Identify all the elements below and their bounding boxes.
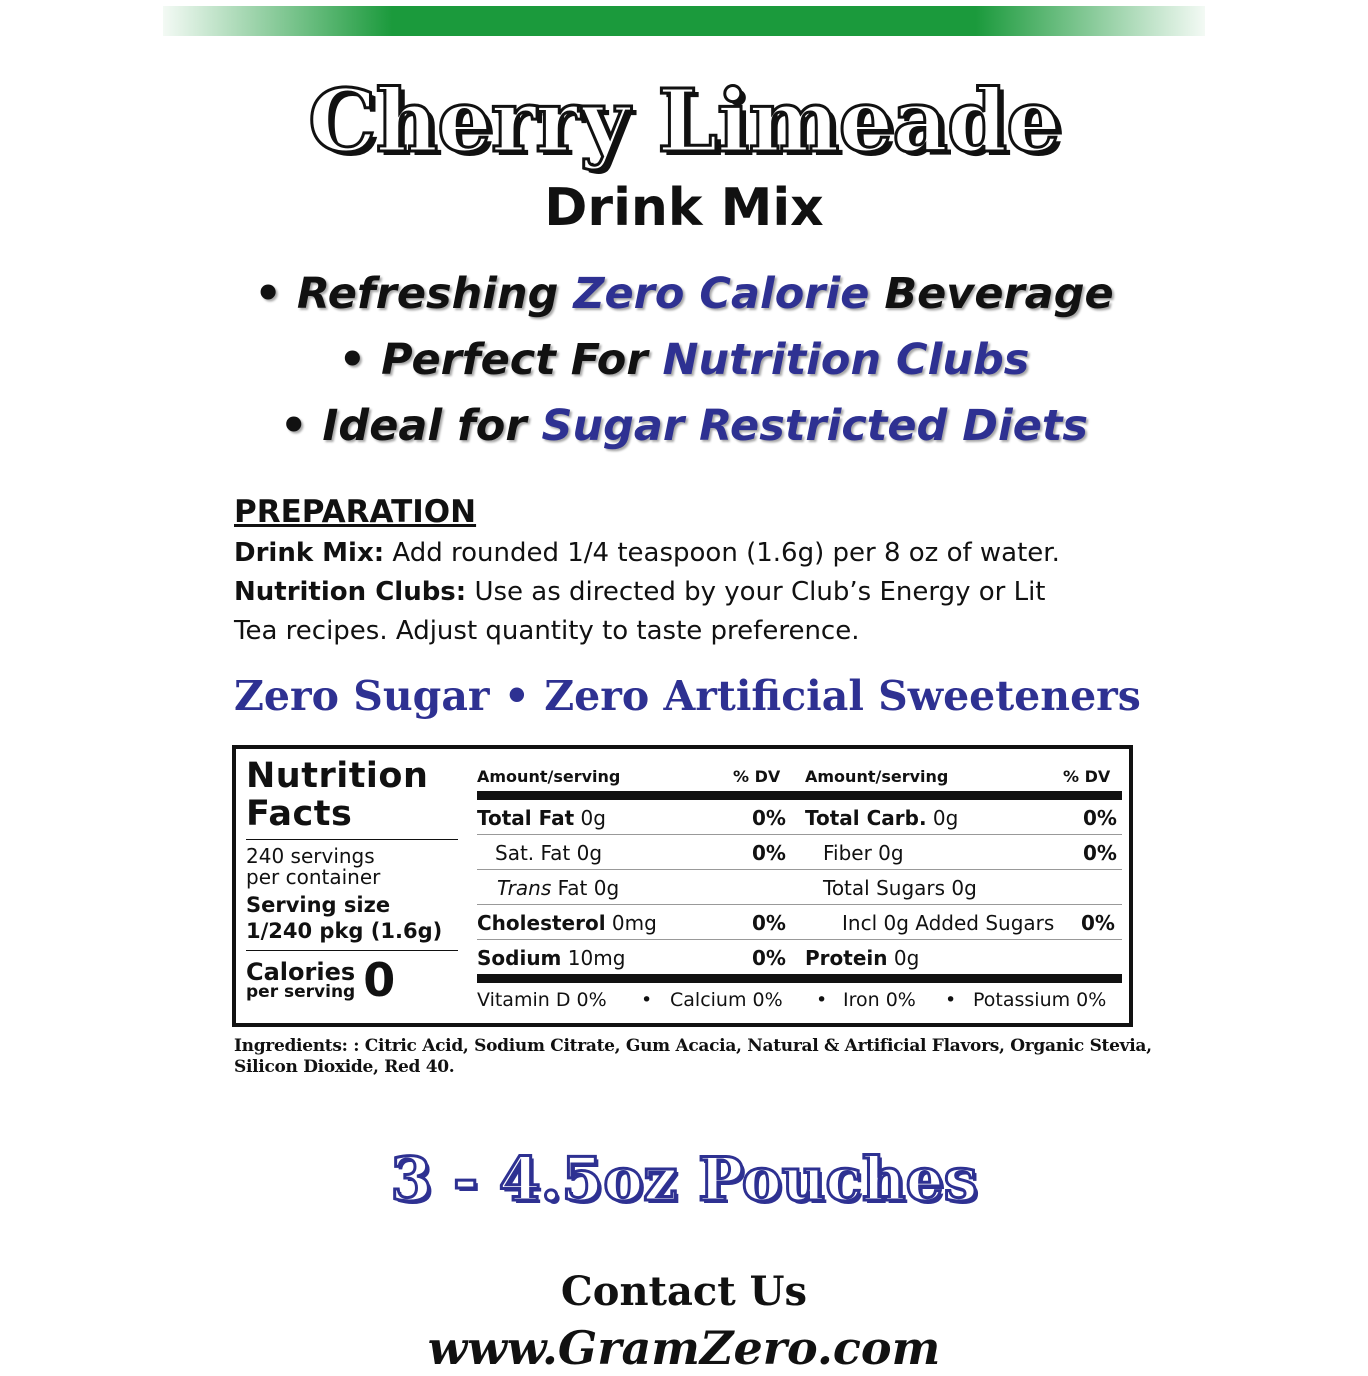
table-header	[477, 757, 1122, 800]
preparation-line	[234, 533, 1144, 573]
preparation-heading: PREPARATION	[234, 494, 477, 530]
nutrient-name: Protein	[805, 946, 888, 970]
calories-subtitle: per serving	[246, 981, 356, 1002]
bullet-text: Refreshing	[296, 269, 574, 319]
vitamins-row	[477, 983, 1122, 1013]
preparation-text: Use as directed by your Club’s Energy or Lit	[466, 577, 1046, 607]
nutrient-name: Cholesterol	[477, 911, 606, 935]
header-dv-2: % DV	[1063, 767, 1111, 786]
nutrient-dv: 0%	[752, 806, 786, 830]
servings-per-container-2: per container	[246, 865, 381, 889]
nutrient-name: Total Fat	[477, 806, 575, 830]
nutrient-amount: 0g	[574, 806, 606, 830]
nutrition-facts-table	[477, 757, 1122, 1013]
bullet-highlight: Nutrition Clubs	[662, 335, 1030, 385]
nutrient-amount: Fat 0g	[551, 876, 620, 900]
header-amount: Amount/serving	[477, 767, 621, 786]
bullet-text: Ideal for	[322, 401, 542, 451]
nutrient-dv: 0%	[752, 841, 786, 865]
nutrient-name: Sodium	[477, 946, 562, 970]
header-amount-2: Amount/serving	[805, 767, 949, 786]
nutrient-amount: Total Sugars 0g	[823, 876, 977, 900]
bullet-dot: •	[279, 401, 308, 451]
nutrient-dv: 0%	[1083, 841, 1117, 865]
nutrient-amount: 0mg	[605, 911, 657, 935]
nutrition-facts-title-2: Facts	[246, 794, 353, 834]
table-row	[477, 800, 1122, 835]
contact-heading: Contact Us	[560, 1268, 808, 1315]
bullet-dot: •	[338, 335, 367, 385]
top-green-bar	[163, 6, 1205, 36]
preparation-label: Nutrition Clubs:	[234, 577, 467, 607]
header-dv: % DV	[733, 767, 781, 786]
nutrient-amount: 0g	[926, 806, 959, 830]
product-title: Cherry Limeade	[308, 71, 1060, 172]
ingredients-line-1: Ingredients: : Citric Acid, Sodium Citrate, Gum Acacia, Natural & Artificial Flavors, Organic Stevia,	[234, 1036, 1152, 1056]
table-row	[477, 905, 1122, 940]
separator-dot: •	[945, 989, 957, 1011]
separator-dot: •	[816, 989, 828, 1011]
servings-per-container: 240 servings	[246, 844, 375, 868]
calories-row	[246, 953, 458, 1007]
calories-label: Calories	[246, 957, 356, 986]
bullet-highlight: Sugar Restricted Diets	[541, 401, 1089, 451]
preparation-text: Add rounded 1/4 teaspoon (1.6g) per 8 oz of water.	[384, 538, 1060, 568]
vitamin-d: Vitamin D 0%	[477, 989, 607, 1011]
serving-size-label: Serving size	[246, 893, 391, 917]
preparation-line	[234, 572, 1144, 612]
nutrient-dv: 0%	[1083, 806, 1117, 830]
nutrient-dv: 0%	[752, 946, 786, 970]
table-row	[477, 835, 1122, 870]
nutrition-facts-title-1: Nutrition	[246, 756, 429, 796]
serving-size-value: 1/240 pkg (1.6g)	[246, 919, 443, 943]
iron: Iron 0%	[843, 989, 916, 1011]
nutrient-dv: 0%	[752, 911, 786, 935]
nutrition-facts-panel	[232, 745, 1133, 1027]
preparation-text: Tea recipes. Adjust quantity to taste preference.	[234, 616, 860, 646]
bullet-sugar-restricted	[0, 398, 1368, 454]
preparation-line	[234, 611, 1144, 651]
separator-dot: •	[641, 989, 653, 1011]
nutrient-amount: Fiber 0g	[823, 841, 904, 865]
bullet-nutrition-clubs	[0, 332, 1368, 388]
bullet-text: Beverage	[869, 269, 1114, 319]
zero-sugar-claim: Zero Sugar • Zero Artificial Sweeteners	[234, 672, 1141, 720]
divider	[246, 839, 458, 840]
bullet-highlight: Zero Calorie	[573, 269, 870, 319]
table-row	[477, 870, 1122, 905]
nutrient-amount: 0g	[887, 946, 920, 970]
product-subtitle: Drink Mix	[544, 178, 824, 238]
nutrient-dv: 0%	[1081, 911, 1115, 935]
nutrient-amount: Incl 0g Added Sugars	[842, 911, 1055, 935]
calcium: Calcium 0%	[670, 989, 783, 1011]
nutrient-name: Total Carb.	[805, 806, 927, 830]
ingredients	[234, 1036, 1152, 1078]
nutrient-amount-trans: Trans	[497, 876, 552, 900]
nutrient-amount: Sat. Fat 0g	[495, 841, 603, 865]
divider	[246, 950, 458, 951]
nutrition-facts-left	[246, 756, 458, 1007]
table-row	[477, 940, 1122, 983]
bullet-dot: •	[254, 269, 282, 319]
ingredients-line-2: Silicon Dioxide, Red 40.	[234, 1057, 455, 1077]
bullet-zero-calorie	[0, 266, 1368, 322]
potassium: Potassium 0%	[973, 989, 1107, 1011]
pouches-label: 3 - 4.5oz Pouches	[390, 1145, 978, 1215]
preparation-label: Drink Mix:	[234, 538, 385, 568]
website-link[interactable]: www.GramZero.com	[427, 1321, 941, 1375]
nutrient-amount: 10mg	[561, 946, 626, 970]
calories-value: 0	[363, 953, 396, 1007]
bullet-text: Perfect For	[381, 335, 663, 385]
